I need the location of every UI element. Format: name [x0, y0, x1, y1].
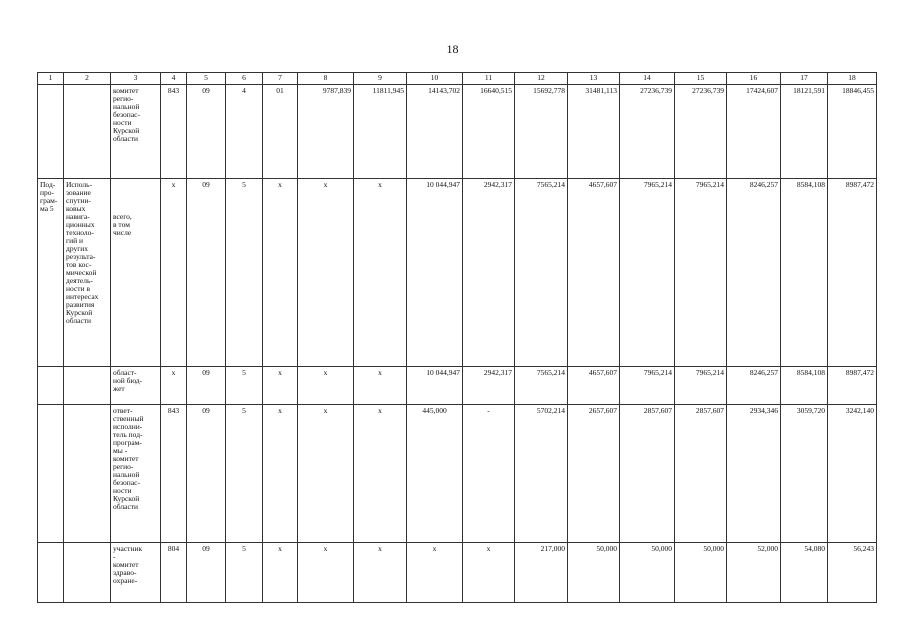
table-cell [111, 179, 161, 367]
table-cell: 843 [161, 405, 187, 543]
header-cell: 10 [407, 73, 463, 85]
table-cell: 5 [226, 543, 263, 603]
header-cell: 7 [263, 73, 298, 85]
header-cell: 16 [727, 73, 781, 85]
table-cell: х [354, 179, 407, 367]
header-cell: 8 [298, 73, 354, 85]
header-cell: 13 [568, 73, 620, 85]
table-cell: 14143,702 [407, 85, 463, 179]
table-cell: х [161, 179, 187, 367]
table-cell: 15692,778 [515, 85, 568, 179]
table-cell: 9787,839 [298, 85, 354, 179]
table-cell: 18846,455 [828, 85, 877, 179]
table-cell: 4657,607 [568, 367, 620, 405]
table-cell: 7565,214 [515, 179, 568, 367]
table-cell: област- ной бюд- жет [111, 367, 161, 405]
table-cell [64, 543, 111, 603]
table-cell: 4657,607 [568, 179, 620, 367]
table-cell: 27236,739 [620, 85, 675, 179]
table-cell: 2942,317 [463, 367, 515, 405]
table-cell: 3059,720 [781, 405, 828, 543]
table-cell: 2942,317 [463, 179, 515, 367]
table-cell: 09 [187, 179, 226, 367]
table-cell: 11811,945 [354, 85, 407, 179]
table-cell: 8987,472 [828, 179, 877, 367]
table-cell: 18121,591 [781, 85, 828, 179]
table-cell: х [298, 543, 354, 603]
table-cell: 8584,108 [781, 179, 828, 367]
table-row [38, 405, 877, 543]
table-header-row [38, 73, 877, 85]
header-cell: 15 [675, 73, 727, 85]
table-row [38, 367, 877, 405]
table-row [38, 179, 877, 367]
table-cell: 56,243 [828, 543, 877, 603]
table-cell: х [161, 367, 187, 405]
table-cell: 5 [226, 179, 263, 367]
table-cell: 54,080 [781, 543, 828, 603]
table-cell: 7965,214 [675, 179, 727, 367]
table-cell: 445,000 [407, 405, 463, 543]
table-cell: х [354, 367, 407, 405]
table-cell: - [463, 405, 515, 543]
table-cell: 4 [226, 85, 263, 179]
page-number: 18 [446, 42, 459, 56]
header-cell: 1 [38, 73, 64, 85]
table-cell: х [463, 543, 515, 603]
header-cell: 18 [828, 73, 877, 85]
table-cell: х [298, 179, 354, 367]
table-cell: 8246,257 [727, 367, 781, 405]
table-cell: 10 044,947 [407, 179, 463, 367]
table-cell: 50,000 [675, 543, 727, 603]
table-cell: 52,000 [727, 543, 781, 603]
table-cell: х [298, 367, 354, 405]
header-cell: 9 [354, 73, 407, 85]
table-cell: 50,000 [568, 543, 620, 603]
table-cell: 31481,113 [568, 85, 620, 179]
table-row [38, 543, 877, 603]
table-cell: 3242,140 [828, 405, 877, 543]
table-cell: х [263, 543, 298, 603]
table-cell: 09 [187, 85, 226, 179]
table-cell: участник - комитет здраво- охране- [111, 543, 161, 603]
header-cell: 5 [187, 73, 226, 85]
table-cell: х [407, 543, 463, 603]
table-cell: 843 [161, 85, 187, 179]
table-cell: х [354, 405, 407, 543]
header-cell: 12 [515, 73, 568, 85]
table-cell: 2657,607 [568, 405, 620, 543]
table-cell: 8987,472 [828, 367, 877, 405]
table-cell: 8246,257 [727, 179, 781, 367]
table-cell: х [263, 367, 298, 405]
table-cell [64, 405, 111, 543]
table-cell: 7565,214 [515, 367, 568, 405]
table-cell: х [354, 543, 407, 603]
table-cell: 5702,214 [515, 405, 568, 543]
table-cell [38, 543, 64, 603]
table-cell: 5 [226, 405, 263, 543]
table-cell: 09 [187, 405, 226, 543]
table-cell: 804 [161, 543, 187, 603]
table-cell: х [263, 405, 298, 543]
table-cell [38, 367, 64, 405]
table-cell: 17424,607 [727, 85, 781, 179]
header-cell: 14 [620, 73, 675, 85]
table-cell: ответ- ственный исполни- тель под- програм- мы - комитет регио- нальной безопас- ности Курской области [111, 405, 161, 543]
table-cell: 217,000 [515, 543, 568, 603]
table-cell: 7965,214 [675, 367, 727, 405]
table-cell: Исполь- зование спутни- ковых навига- ционных техноло- гий и других результа- тов кос- мической деятель- ности в интересах развития Курской области [64, 179, 111, 367]
table-cell [64, 367, 111, 405]
table-cell: х [263, 179, 298, 367]
table-cell: 2934,346 [727, 405, 781, 543]
table-cell [38, 85, 64, 179]
table-cell: 10 044,947 [407, 367, 463, 405]
table-cell [64, 85, 111, 179]
table-cell: Под- про- грам- ма 5 [38, 179, 64, 367]
header-cell: 4 [161, 73, 187, 85]
table-cell: 27236,739 [675, 85, 727, 179]
header-cell: 6 [226, 73, 263, 85]
table-cell: 2857,607 [620, 405, 675, 543]
table-cell: 09 [187, 543, 226, 603]
budget-table [37, 72, 877, 603]
table-cell: х [298, 405, 354, 543]
table-cell: 16640,515 [463, 85, 515, 179]
header-cell: 17 [781, 73, 828, 85]
table-cell: 01 [263, 85, 298, 179]
table-cell [38, 405, 64, 543]
table-row [38, 85, 877, 179]
table-cell: 2857,607 [675, 405, 727, 543]
table-cell: 09 [187, 367, 226, 405]
header-cell: 2 [64, 73, 111, 85]
table-cell: комитет регио- нальной безопас- ности Курской области [111, 85, 161, 179]
header-cell: 3 [111, 73, 161, 85]
table-cell: 7965,214 [620, 179, 675, 367]
table-cell: 8584,108 [781, 367, 828, 405]
table-cell: 50,000 [620, 543, 675, 603]
cell-text: всего, в том числе [113, 212, 132, 237]
table-cell: 5 [226, 367, 263, 405]
table-cell: 7965,214 [620, 367, 675, 405]
header-cell: 11 [463, 73, 515, 85]
